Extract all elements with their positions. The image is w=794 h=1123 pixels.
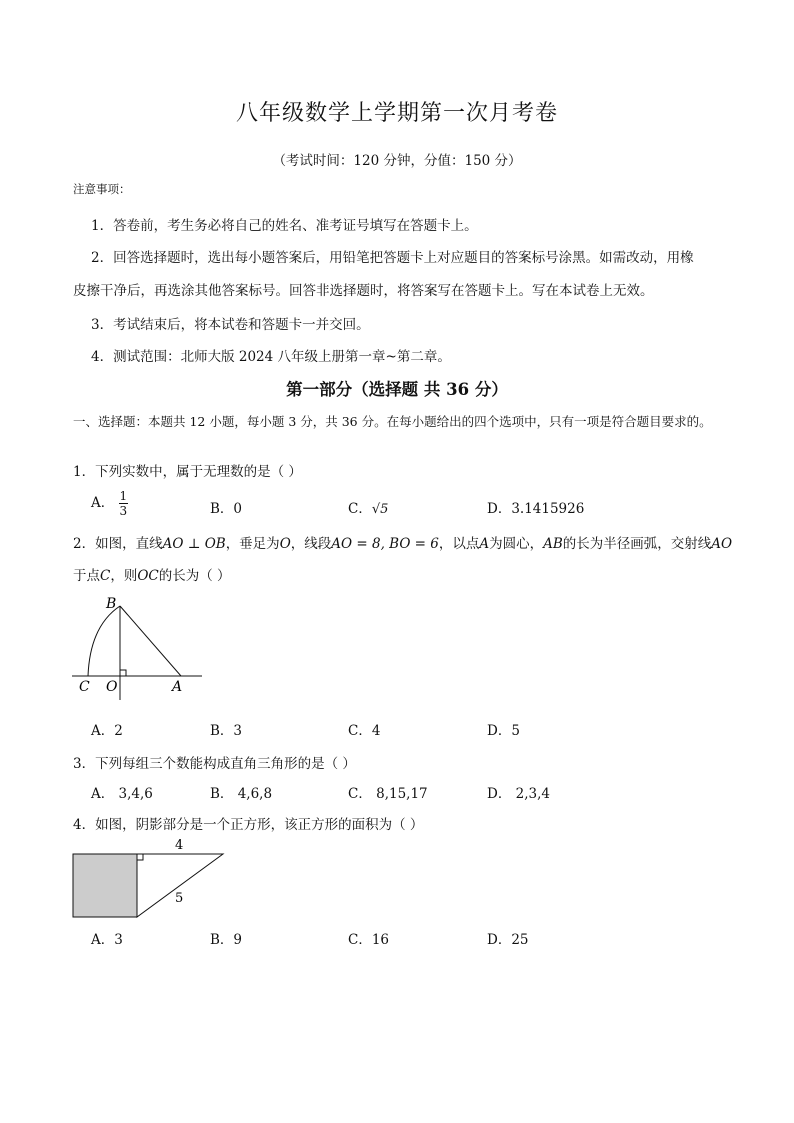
q3-option-b: B． 4,6,8: [210, 786, 273, 802]
q2-math-ab: AB: [543, 536, 563, 552]
q4-option-c: C．16: [348, 932, 390, 948]
q2-stem-line-2: [73, 564, 231, 584]
q2-text: 的长为（ ）: [158, 568, 231, 584]
q1-option-d: D．3.1415926: [487, 501, 585, 517]
q2-stem-line-1: [73, 532, 732, 552]
note-item-4: 4．测试范围：北师大版 2024 八年级上册第一章~第二章。: [91, 349, 451, 365]
q4-shaded-square: [73, 854, 137, 917]
q2-text: 的长为半径画弧，交射线: [562, 536, 712, 552]
q3-stem: 3．下列每组三个数能构成直角三角形的是（ ）: [73, 756, 356, 772]
section-instructions: 一、选择题：本题共 12 小题，每小题 3 分，共 36 分。在每小题给出的四个选项中，只有一项是符合题目要求的。: [73, 414, 712, 429]
note-item-3: 3．考试结束后，将本试卷和答题卡一并交回。: [91, 317, 370, 333]
q4-triangle: [137, 854, 223, 917]
section-title: 第一部分（选择题 共 36 分）: [286, 380, 508, 399]
q2-text: ，垂足为: [225, 536, 280, 552]
q1-option-c-label: C．: [348, 501, 372, 517]
q2-option-a: A．2: [91, 723, 123, 739]
q2-math-perp: AO ⊥ OB: [162, 536, 226, 552]
q1-stem: 1．下列实数中，属于无理数的是（ ）: [73, 464, 302, 480]
q1-fraction-numerator: 1: [119, 489, 128, 503]
q2-text: ，线段: [290, 536, 332, 552]
q2-label-o: O: [106, 679, 118, 695]
q4-option-b: B．9: [210, 932, 243, 948]
q1-option-b: B．0: [210, 501, 243, 517]
q2-option-c: C．4: [348, 723, 381, 739]
q2-math-a: A: [479, 536, 490, 552]
q2-text: 于点: [73, 568, 100, 584]
q2-math-ao: AO: [711, 536, 733, 552]
q2-math-c: C: [100, 568, 111, 584]
q2-right-angle-mark: [120, 670, 126, 676]
q4-label-5: 5: [175, 891, 184, 906]
note-item-1: 1．答卷前，考生务必将自己的姓名、准考证号填写在答题卡上。: [91, 218, 478, 234]
note-item-2-line-1: 2．回答选择题时，选出每小题答案后，用铅笔把答题卡上对应题目的答案标号涂黑。如需改动，用橡: [91, 250, 694, 266]
q4-label-4: 4: [175, 838, 184, 853]
q4-right-angle-mark: [137, 854, 143, 860]
q3-option-c: C． 8,15,17: [348, 786, 428, 802]
q2-arc: [88, 606, 120, 676]
q2-text: ，以点: [438, 536, 480, 552]
q1-option-c-sqrt: √5: [371, 502, 389, 517]
q2-text: ，则: [110, 568, 138, 584]
q2-text: 2．如图，直线: [73, 536, 163, 552]
q1-option-a: [91, 489, 128, 518]
q2-label-c: C: [79, 679, 90, 695]
q4-figure: [68, 834, 228, 922]
q2-label-b: B: [106, 596, 117, 612]
exam-subtitle: （考试时间：120 分钟，分值：150 分）: [272, 153, 522, 169]
q2-option-b: B．3: [210, 723, 243, 739]
q2-option-d: D．5: [487, 723, 520, 739]
q2-math-oc: OC: [137, 568, 159, 584]
q2-label-a: A: [172, 679, 183, 695]
q3-option-a: A． 3,4,6: [91, 786, 153, 802]
q3-option-d: D． 2,3,4: [487, 786, 550, 802]
note-item-2-line-2: 皮擦干净后，再选涂其他答案标号。回答非选择题时，将答案写在答题卡上。写在本试卷上无效。: [73, 283, 654, 299]
q2-figure: [68, 592, 208, 700]
q2-math-o: O: [279, 536, 291, 552]
q2-text: 为圆心，: [489, 536, 544, 552]
q4-stem: 4．如图，阴影部分是一个正方形，该正方形的面积为（ ）: [73, 817, 424, 833]
notes-heading: 注意事项：: [73, 182, 131, 196]
q1-option-a-label: A．: [91, 495, 115, 511]
q1-option-c: [348, 497, 388, 517]
exam-title: 八年级数学上学期第一次月考卷: [235, 101, 558, 126]
q1-option-a-fraction: [119, 489, 129, 518]
q1-fraction-denominator: 3: [119, 504, 128, 518]
q4-option-a: A．3: [91, 932, 123, 948]
q4-option-d: D．25: [487, 932, 529, 948]
q2-segment-ab: [120, 606, 181, 676]
q2-math-lengths: AO = 8, BO = 6: [331, 536, 439, 552]
